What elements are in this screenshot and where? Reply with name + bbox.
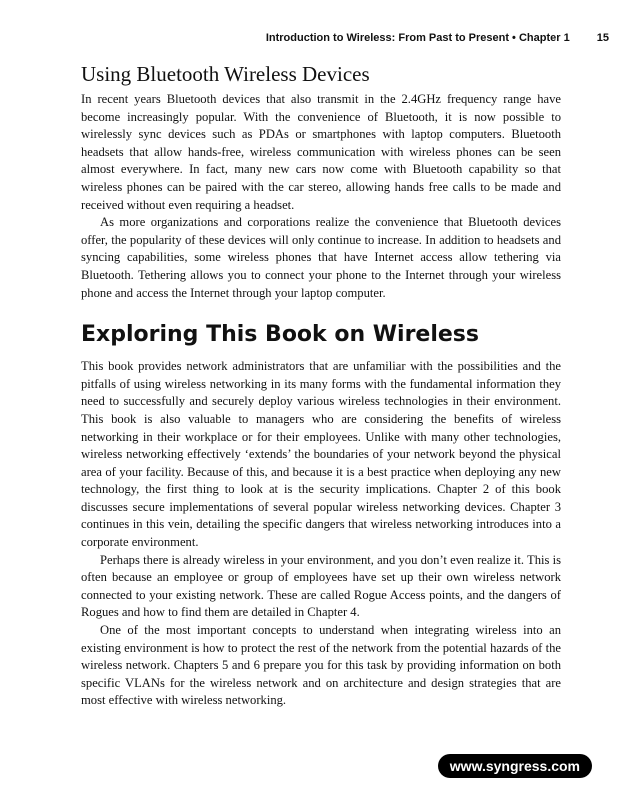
section-title-book: Exploring This Book on Wireless bbox=[81, 322, 479, 348]
paragraph-book-1: This book provides network administrators that are unfamiliar with the possibilities and the pitfalls of using wireless networking in its many forms with the fundamental information they need to successfully and securely deploy various wireless technologies in their environment. This book is also valuable to managers who are considering the benefits of wireless networking in their workplace or for their employees. Unlike with many other technologies, wireless networking effectively ‘extends’ the boundaries of your network beyond the physical area of your facility. Because of this, and because it is a best practice when deploying any new technology, the first thing to look at is the security implications. Chapter 2 of this book discusses secure implementations of several popular wireless networking devices. Chapter 3 continues in this vein, detailing the specific dangers that wireless networking introduces into a corporate environment. bbox=[81, 359, 561, 550]
paragraph-book-2: Perhaps there is already wireless in your environment, and you don’t even realize it. This is often because an employee or group of employees have set up their own wireless network connected to your existing network. These are called Rogue Access points, and the dangers of Rogues and how to find them are detailed in Chapter 4. bbox=[81, 552, 561, 620]
page-body bbox=[81, 60, 561, 710]
running-header bbox=[0, 32, 609, 44]
page-number: 15 bbox=[596, 32, 609, 44]
paragraph-book-3: One of the most important concepts to understand when integrating wireless into an existing environment is how to protect the rest of the network from the potential hazards of the wireless network. Chapters 5 and 6 prepare you for this task by providing information on both specific VLANs for the wireless network and on architecture and design strategies that are most effective with wireless networking. bbox=[81, 623, 561, 708]
running-header-title: Introduction to Wireless: From Past to Present • Chapter 1 bbox=[265, 32, 570, 44]
website-badge: www.syngress.com bbox=[438, 754, 592, 778]
paragraph-bluetooth-2: As more organizations and corporations realize the convenience that Bluetooth devices offer, the popularity of these devices will only continue to increase. In addition to headsets and syncing capabilities, some wireless phones that have Internet access allow tethering via Bluetooth. Tethering allows you to connect your phone to the Internet through your wireless phone and access the Internet through your laptop computer. bbox=[81, 215, 561, 300]
paragraph-bluetooth-1: In recent years Bluetooth devices that also transmit in the 2.4GHz frequency range have become increasingly popular. With the convenience of Bluetooth, it is now possible to wirelessly sync devices such as PDAs or smartphones with laptop computers. Bluetooth headsets that allow hands-free, wireless communication with wireless phones can be seen almost everywhere. In fact, many new cars now come with Bluetooth capability so that wireless phones can be paired with the car stereo, allowing hands free calls to be made and received without even requiring a headset. bbox=[81, 92, 561, 212]
section-title-bluetooth: Using Bluetooth Wireless Devices bbox=[81, 62, 370, 86]
